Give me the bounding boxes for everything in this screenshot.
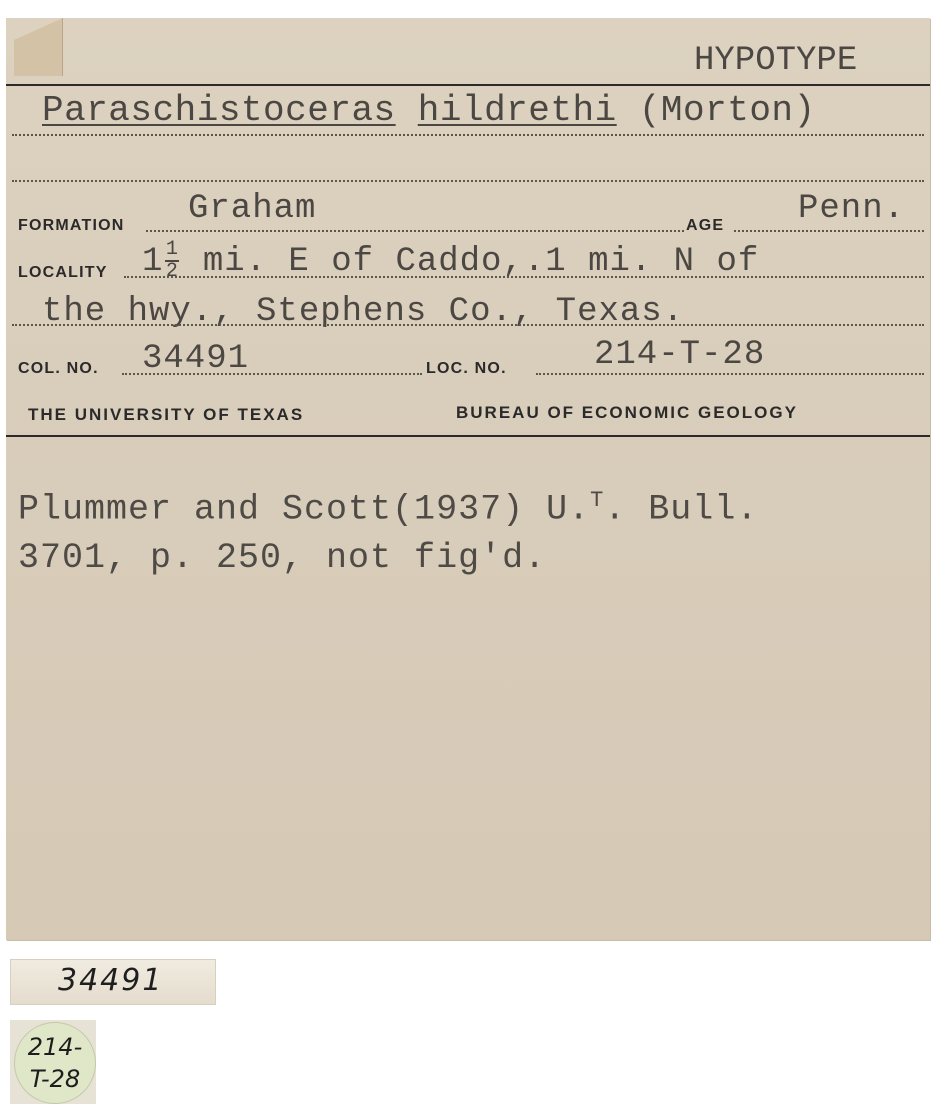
author-name: (Morton) [638,90,816,131]
locality-line-2: the hwy., Stephens Co., Texas. [42,293,685,331]
genus-name: Paraschistoceras [42,90,396,131]
dotted-line-blank [12,180,924,182]
institution-left: THE UNIVERSITY OF TEXAS [28,405,305,424]
dotted-line-locality-1 [124,276,924,278]
bottom-rule [6,435,930,437]
locality-label: LOCALITY [18,264,108,281]
reference-line-2: 3701, p. 250, not fig'd. [18,538,547,578]
disc [14,1022,96,1104]
specimen-number-tag [10,959,216,1005]
loc-no-value: 214-T-28 [594,336,766,374]
col-no-label: COL. NO. [18,360,99,377]
locality-text-1: mi. E of Caddo,.1 mi. N of [202,242,760,281]
reference-line-1 [18,488,758,530]
dotted-line-age [734,230,924,232]
dotted-line-taxon [12,134,924,136]
formation-label: FORMATION [18,217,125,234]
reference-superscript: T [590,488,605,513]
reference-text: Plummer and Scott(1937) U. [18,489,591,530]
locality-disc-label [10,1020,96,1104]
dotted-line-formation [146,230,684,232]
disc-line-2: T-28 [29,1065,81,1093]
fraction-numerator: 1 [165,238,179,261]
formation-value: Graham [188,190,317,228]
dotted-line-locality-2 [12,324,924,326]
col-no-value: 34491 [142,340,250,378]
disc-line-1: 214- [27,1033,83,1061]
dotted-line-col-no [122,373,422,375]
locality-whole-number: 1 [142,242,164,281]
tag-number: 34491 [58,963,164,998]
specimen-card [6,18,930,940]
corner-fold [14,18,63,76]
fraction-denominator: 2 [165,260,179,283]
taxon-name [42,90,816,131]
age-value: Penn. [798,190,906,228]
hypotype-heading: HYPOTYPE [694,42,858,80]
loc-no-label: LOC. NO. [426,360,507,377]
age-label: AGE [686,217,725,234]
dotted-line-loc-no [536,373,924,375]
species-name: hildrethi [417,90,617,131]
top-rule [6,84,930,86]
reference-bull: . Bull. [604,489,759,530]
institution-right: BUREAU OF ECONOMIC GEOLOGY [456,403,798,422]
